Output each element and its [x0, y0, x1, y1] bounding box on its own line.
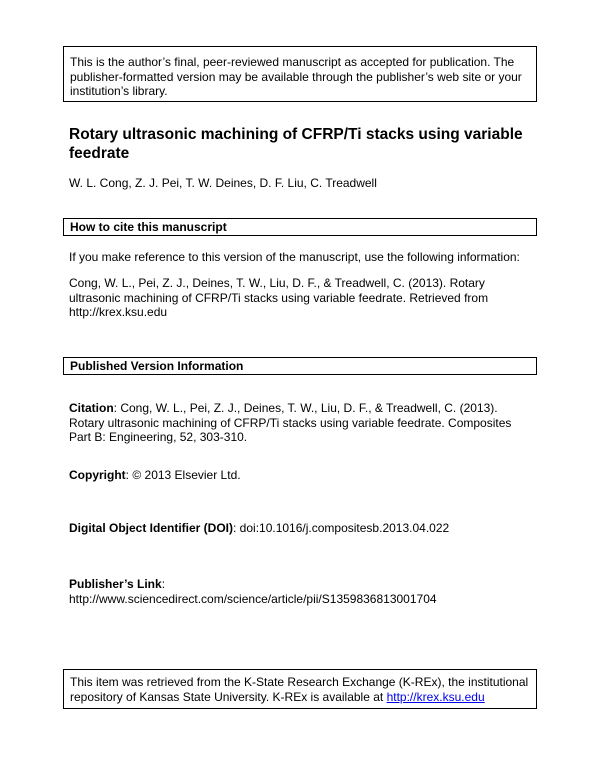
publisher-link-entry [69, 577, 535, 606]
copyright-label: Copyright [69, 468, 126, 482]
citation-text: : Cong, W. L., Pei, Z. J., Deines, T. W., Liu, D. F., & Treadwell, C. (2013). Rotary ultrasonic machining of CFRP/Ti stacks using variable feedrate. Composites Part B: Engineering, 52, 303-310. [69, 401, 512, 444]
paper-title: Rotary ultrasonic machining of CFRP/Ti stacks using variable feedrate [69, 126, 523, 162]
doi-label: Digital Object Identifier (DOI) [69, 521, 234, 535]
publisher-link-label: Publisher’s Link [69, 577, 162, 591]
citation-entry [69, 401, 535, 445]
author-list: W. L. Cong, Z. J. Pei, T. W. Deines, D. F. Liu, C. Treadwell [69, 176, 377, 190]
copyright-text: : © 2013 Elsevier Ltd. [125, 468, 241, 482]
footer-box [63, 669, 537, 709]
citation-label: Citation [69, 401, 114, 415]
doi-text: : doi:10.1016/j.compositesb.2013.04.022 [233, 521, 450, 535]
published-section-heading: Published Version Information [63, 357, 537, 375]
notice-text: This is the author’s final, peer-reviewed manuscript as accepted for publication. The publisher-formatted version may be available through the publisher’s web site or your institution’s library. [70, 55, 522, 98]
publisher-link-text: : http://www.sciencedirect.com/science/article/pii/S1359836813001704 [69, 577, 437, 606]
footer-text: This item was retrieved from the K-State Research Exchange (K-REx), the institutional repository of Kansas State University. K-REx is available at [70, 675, 529, 704]
doi-entry [69, 521, 535, 536]
cite-section-heading: How to cite this manuscript [63, 218, 537, 236]
krex-link[interactable]: http://krex.ksu.edu [386, 689, 485, 704]
cite-reference-text: Cong, W. L., Pei, Z. J., Deines, T. W., Liu, D. F., & Treadwell, C. (2013). Rotary ultrasonic machining of CFRP/Ti stacks using variable feedrate. Retrieved from http://krex.ksu.edu [69, 276, 489, 319]
cite-intro-text: If you make reference to this version of the manuscript, use the following information: [69, 250, 520, 264]
notice-box [63, 46, 537, 102]
copyright-entry [69, 468, 535, 483]
